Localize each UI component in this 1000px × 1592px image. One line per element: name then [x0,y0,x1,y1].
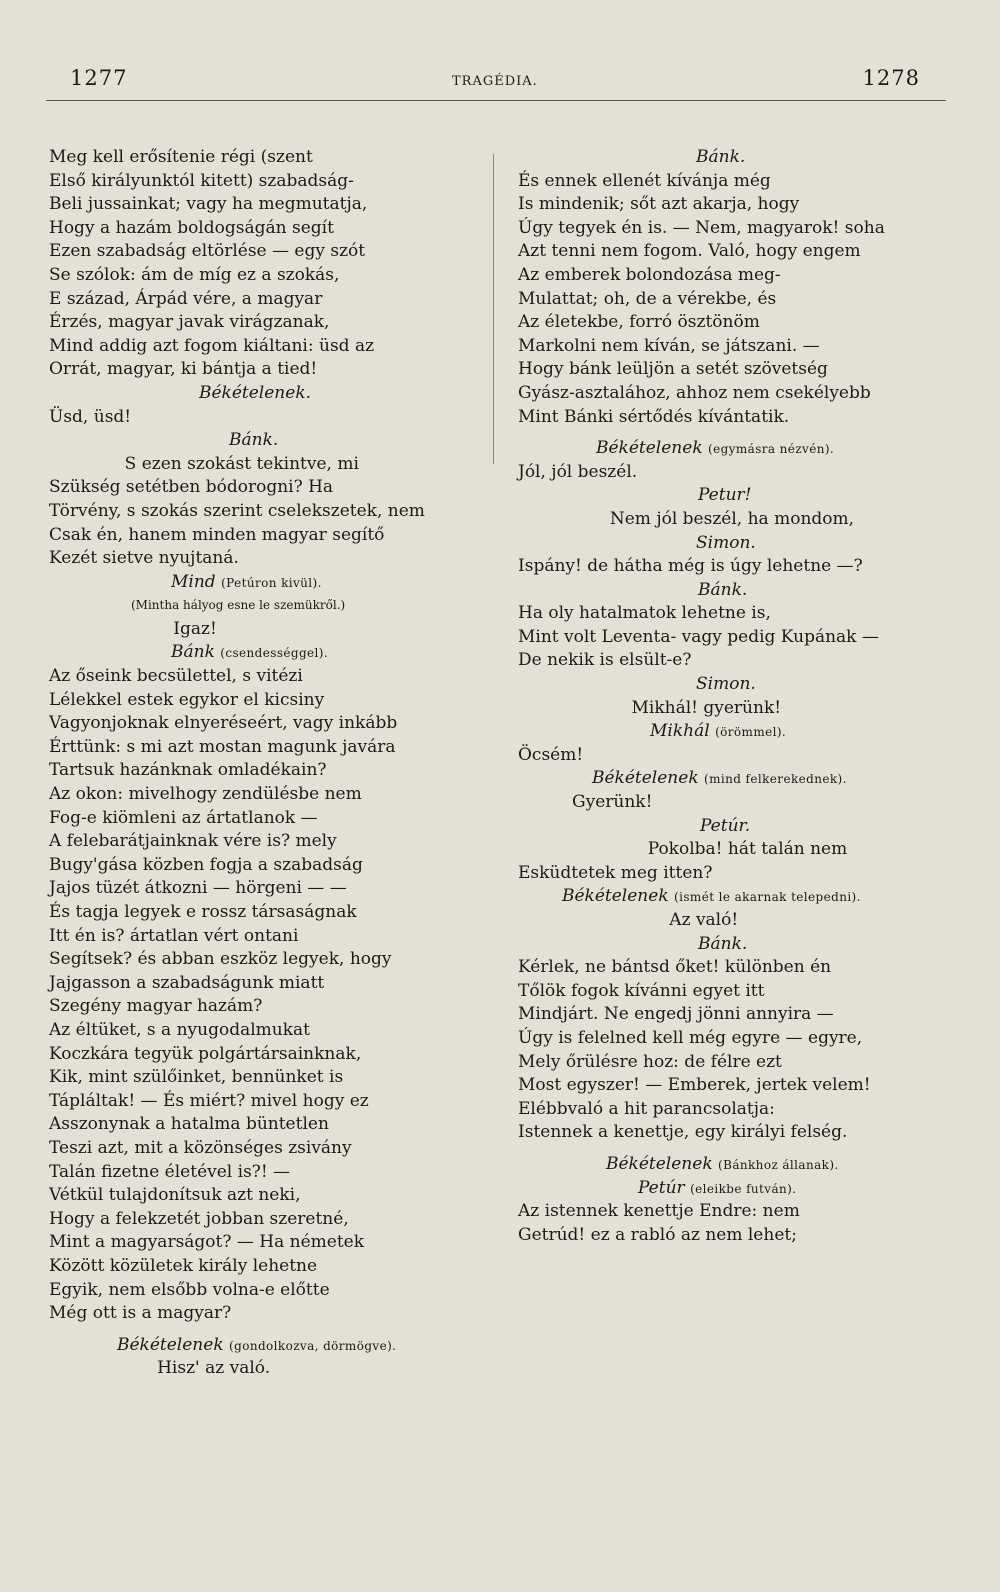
verse-line: Szükség setétben bódorogni? Ha [49,477,334,498]
speaker-heading [518,484,918,508]
running-title: TRAGÉDIA. [452,74,538,89]
speaker-heading [518,933,918,957]
verse-line: Mikhál! gyerünk! [518,697,782,718]
speaker-direction: (csendességgel). [220,646,329,661]
verse-line: Az őseink becsülettel, s vitézi [49,666,303,687]
spacer [518,429,918,437]
verse-line: Jajos tüzét átkozni — hörgeni — — [49,878,347,899]
speaker-direction: (örömmel). [715,725,787,740]
verse-line: De nekik is elsült-e? [518,650,692,671]
verse-line: Úgy tegyek én is. — Nem, magyarok! soha [518,217,885,238]
speaker-name: Békételenek [606,1153,713,1174]
speaker-heading [518,532,918,556]
verse-line: Markolni nem kíván, se játszani. — [518,335,820,356]
verse-line: Mint volt Leventa- vagy pedig Kupának — [518,626,879,647]
verse-line: Az emberek bolondozása meg- [518,264,781,285]
speaker-heading [49,382,469,406]
verse-line: Csak én, hanem minden magyar segítő [49,524,385,545]
verse-line: Érttünk: s mi azt mostan magunk javára [49,736,396,757]
page-header [0,66,1000,96]
speaker-heading [518,815,918,839]
verse-line: Kezét sietve nyujtaná. [49,548,239,569]
speaker-name: Békételenek [592,768,699,789]
verse-line: E század, Árpád vére, a magyar [49,288,323,309]
right-column [518,146,918,1247]
verse-line: Lélekkel estek egykor el kicsiny [49,689,325,710]
verse-line: Mindjárt. Ne engedj jönni annyira — [518,1004,834,1025]
verse-line: Getrúd! ez a rabló az nem lehet; [518,1224,797,1245]
verse-line: Segítsek? és abban eszköz legyek, hogy [49,949,392,970]
speaker-heading [518,146,918,170]
verse-line: Szegény magyar hazám? [49,996,263,1017]
stage-direction: (Mintha hályog esne le szemükről.) [131,598,346,613]
speaker-name: Bánk. [229,430,279,451]
verse-line: Kik, mint szülőinket, bennünket is [49,1067,344,1088]
verse-line: Mely őrülésre hoz: de félre ezt [518,1051,782,1072]
verse-line: Tápláltak! — És miért? mivel hogy ez [49,1090,369,1111]
verse-line: Elébbvaló a hit parancsolatja: [518,1098,775,1119]
speaker-heading [49,429,469,453]
verse-line: Koczkára tegyük polgártársainknak, [49,1043,362,1064]
verse-line: Vagyonjoknak elnyeréseért, vagy inkább [49,713,398,734]
verse-line: S ezen szokást tekintve, mi [49,453,359,474]
verse-line: Üsd, üsd! [49,406,132,427]
verse-line: Pokolba! hát talán nem [518,839,848,860]
speaker-heading [518,437,918,461]
speaker-name: Békételenek [117,1334,224,1355]
verse-line: Ezen szabadság eltörlése — egy szót [49,241,366,262]
verse-line: Az életekbe, forró ösztönöm [518,312,760,333]
header-rule [46,100,946,101]
speaker-heading [518,579,918,603]
verse-line: Talán fizetne életével is?! — [49,1161,291,1182]
speaker-name: Bánk [171,642,215,663]
verse-line: Is mindenik; sőt azt akarja, hogy [518,194,800,215]
verse-line: Öcsém! [518,744,584,765]
verse-line: Az éltüket, s a nyugodalmukat [49,1019,310,1040]
speaker-heading [518,767,918,791]
speaker-name: Békételenek [596,438,703,459]
speaker-direction: (mind felkerekednek). [704,772,847,787]
speaker-name: Mind [171,571,216,592]
speaker-direction: (Petúron kivül). [221,575,322,590]
verse-line: És tagja legyek e rossz társaságnak [49,902,357,922]
verse-line: Nem jól beszél, ha mondom, [518,508,855,529]
speaker-heading [49,641,469,665]
verse-line: Esküdtetek meg itten? [518,862,713,883]
verse-line: Egyik, nem elsőbb volna-e előtte [49,1279,330,1300]
page-number-right: 1278 [862,66,920,90]
verse-line: Gyász-asztalához, ahhoz nem csekélyebb [518,382,871,403]
verse-line: Érzés, magyar javak virágzanak, [49,312,330,333]
page-number-left: 1277 [70,66,128,90]
verse-line: Között közületek király lehetne [49,1255,318,1276]
verse-line: Az istennek kenettje Endre: nem [518,1201,800,1222]
verse-line: És ennek ellenét kívánja még [518,170,771,191]
speaker-name: Simon. [696,674,756,695]
verse-line: Asszonynak a hatalma büntetlen [49,1114,329,1135]
verse-line: Kérlek, ne bántsd őket! különben én [518,957,832,978]
verse-line: Hisz' az való. [49,1358,271,1379]
speaker-heading [49,571,469,595]
verse-line: Se szólok: ám de míg ez a szokás, [49,264,340,285]
verse-line: Tartsuk hazánknak omladékain? [49,760,327,781]
speaker-name: Petur! [698,485,752,506]
speaker-name: Mikhál [650,721,710,742]
verse-line: Az való! [518,910,739,930]
speaker-name: Simon. [696,532,756,553]
verse-line: Első királyunktól kitett) szabadság- [49,170,354,191]
verse-line: Hogy a hazám boldogságán segít [49,217,334,238]
speaker-heading [518,720,918,744]
verse-line: Mint Bánki sértődés kívántatik. [518,406,790,427]
speaker-heading [49,1334,469,1358]
verse-line: Az okon: mivelhogy zendülésbe nem [49,784,362,805]
speaker-name: Bánk. [698,579,748,600]
verse-line: Hogy a felekzetét jobban szeretné, [49,1208,349,1229]
column-divider [493,154,494,464]
speaker-name: Petúr. [700,815,751,836]
verse-line: Mint a magyarságot? — Ha németek [49,1232,365,1253]
speaker-name: Békételenek. [199,382,312,403]
verse-line: Tőlök fogok kívánni egyet itt [518,980,765,1001]
verse-line: Jól, jól beszél. [518,461,638,482]
speaker-direction: (gondolkozva, dörmögve). [229,1338,397,1353]
verse-line: Fog-e kiömleni az ártatlanok — [49,807,318,828]
verse-line: Itt én is? ártatlan vért ontani [49,925,299,946]
verse-line: Most egyszer! — Emberek, jertek velem! [518,1075,871,1096]
verse-line: Törvény, s szokás szerint cselekszetek, nem [49,500,425,521]
speaker-name: Békételenek [562,886,669,907]
verse-line: A felebarátjainknak vére is? mely [49,831,337,852]
spacer [518,1145,918,1153]
verse-line: Meg kell erősítenie régi (szent [49,147,313,167]
verse-line: Gyerünk! [518,792,653,813]
left-column [49,146,469,1381]
verse-line: Úgy is felelned kell még egyre — egyre, [518,1027,863,1048]
verse-line: Beli jussainkat; vagy ha megmutatja, [49,194,368,215]
speaker-name: Bánk. [698,933,748,954]
verse-line: Ispány! de hátha még is úgy lehetne —? [518,556,863,577]
speaker-heading [518,1177,918,1201]
verse-line: Mulattat; oh, de a vérekbe, és [518,288,777,309]
speaker-direction: (egymásra nézvén). [708,442,835,457]
speaker-name: Petúr [638,1177,685,1198]
speaker-direction: (eleikbe futván). [690,1181,797,1196]
verse-line: Vétkül tulajdonítsuk azt neki, [49,1185,301,1206]
verse-line: Azt tenni nem fogom. Való, hogy engem [518,241,861,262]
verse-line: Még ott is a magyar? [49,1303,232,1324]
speaker-direction: (Bánkhoz állanak). [718,1157,839,1172]
verse-line: Igaz! [49,618,217,639]
verse-line: Mind addig azt fogom kiáltani: üsd az [49,335,375,356]
verse-line: Hogy bánk leüljön a setét szövetség [518,359,828,380]
verse-line: Ha oly hatalmatok lehetne is, [518,603,771,624]
verse-line: Istennek a kenettje, egy királyi felség. [518,1122,848,1143]
verse-line: Bugy'gása közben fogja a szabadság [49,854,363,875]
verse-line: Teszi azt, mit a közönséges zsivány [49,1137,352,1158]
speaker-heading [518,1153,918,1177]
verse-line: Orrát, magyar, ki bántja a tied! [49,359,318,380]
speaker-heading [518,673,918,697]
spacer [49,1326,469,1334]
verse-line: Jajgasson a szabadságunk miatt [49,972,325,993]
speaker-heading [518,885,918,909]
speaker-direction: (ismét le akarnak telepedni). [674,890,861,905]
speaker-name: Bánk. [696,147,746,167]
